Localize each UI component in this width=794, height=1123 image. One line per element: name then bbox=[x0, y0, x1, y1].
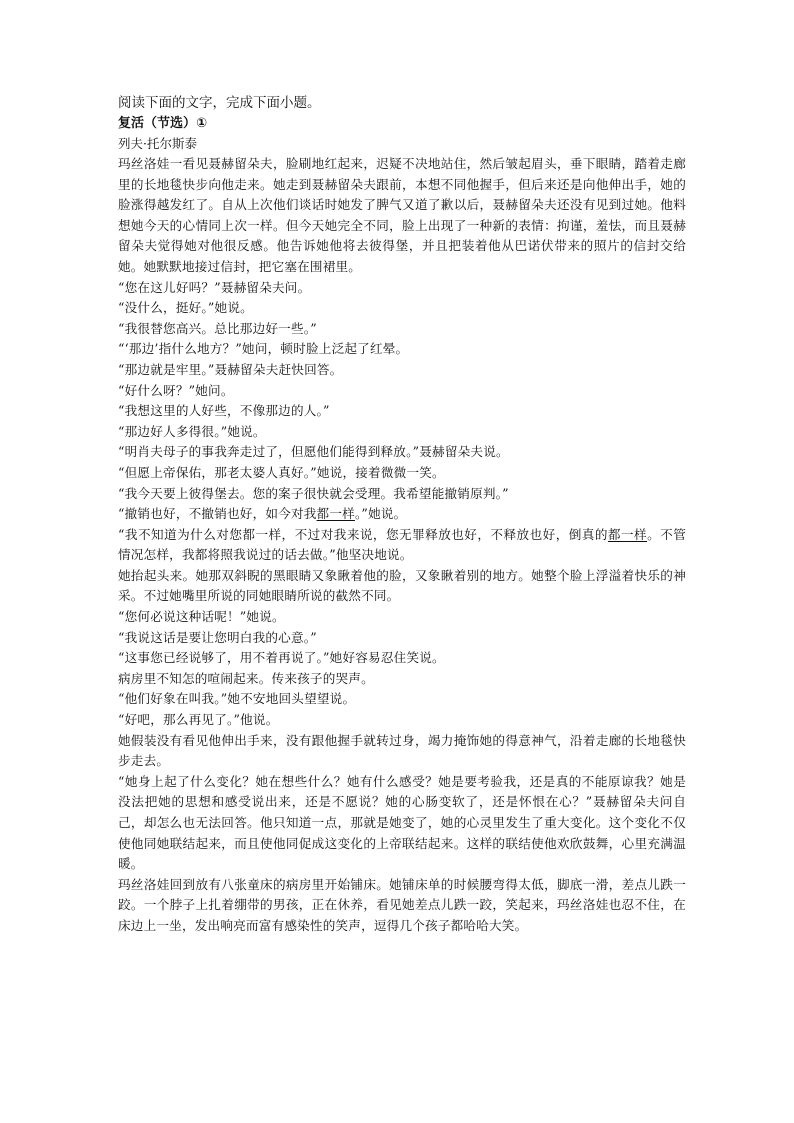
document-page bbox=[118, 93, 686, 937]
paragraph: “好什么呀？”她问。 bbox=[118, 382, 234, 398]
paragraph: “那边就是牢里。”聂赫留朵夫赶快回答。 bbox=[118, 361, 343, 377]
paragraph: “但愿上帝保佑，那老太婆人真好。”她说，接着微微一笑。 bbox=[118, 464, 445, 480]
paragraph bbox=[118, 525, 686, 566]
paragraph-text: 。”她说。 bbox=[354, 506, 407, 522]
paragraph: “她身上起了什么变化？她在想些什么？她有什么感受？她是要考验我，还是真的不能原谅我？她是没法把她的思想和感受说出来，还是不愿说？她的心肠变软了，还是怀恨在心？”聂赫留朵夫问自己，却怎么也无法回答。他只知道一点，那就是她变了，她的心灵里发生了重大变化。这个变化不仅使他同她联结起来，而且使他同促成这变化的上帝联结起来。这样的联结使他欢欣鼓舞，心里充满温暖。 bbox=[118, 773, 686, 872]
paragraph-text: 。不管情况怎样，我都将照我说过的话去做。”他坚决地说。 bbox=[118, 526, 686, 563]
question-instruction: 阅读下面的文字，完成下面小题。 bbox=[118, 95, 321, 111]
paragraph: 病房里不知怎的喧闹起来。传来孩子的哭声。 bbox=[118, 670, 374, 686]
paragraph: 玛丝洛娃回到放有八张童床的病房里开始铺床。她铺床单的时候腰弯得太低，脚底一滑，差点儿跌一跤。一个脖子上扎着绷带的男孩，正在休养，看见她差点儿跌一跤，笑起来，玛丝洛娃也忍不住，在床边上一坐，发出响亮而富有感染性的笑声，逗得几个孩子都哈哈大笑。 bbox=[118, 876, 686, 933]
paragraph: “我说这话是要让您明白我的心意。” bbox=[118, 629, 317, 645]
paragraph: “我今天要上彼得堡去。您的案子很快就会受理。我希望能撤销原判。” bbox=[118, 485, 509, 501]
passage-author: 列夫·托尔斯泰 bbox=[118, 136, 197, 151]
paragraph: 玛丝洛娃一看见聂赫留朵夫，脸刷地红起来，迟疑不决地站住，然后皱起眉头，垂下眼睛，踏着走廊里的长地毯快步向他走来。她走到聂赫留朵夫跟前，本想不同他握手，但后来还是向他伸出手，她的脸涨得越发红了。自从上次他们谈话时她发了脾气又道了歉以后，聂赫留朵夫还没有见到过她。他料想她今天的心情同上次一样。但今天她完全不同，脸上出现了一种新的表情：拘谨，羞怯，而且聂赫留朵夫觉得她对他很反感。他告诉她他将去彼得堡，并且把装着他从巴诺伏带来的照片的信封交给她。她默默地接过信封，把它塞在围裙里。 bbox=[118, 156, 686, 274]
paragraph: “我想这里的人好些，不像那边的人。” bbox=[118, 403, 330, 419]
underlined-phrase: 都一样 bbox=[607, 526, 648, 542]
paragraph: 她假装没有看见他伸出手来，没有跟他握手就转过身，竭力掩饰她的得意神气，沿着走廊的长地毯快步走去。 bbox=[118, 732, 686, 769]
paragraph: “‘那边’指什么地方？”她问，顿时脸上泛起了红晕。 bbox=[118, 341, 409, 357]
paragraph: “那边好人多得很。”她说。 bbox=[118, 423, 266, 439]
paragraph: “您何必说这种话呢！”她说。 bbox=[118, 609, 285, 625]
paragraph: “没什么，挺好。”她说。 bbox=[118, 300, 253, 316]
paragraph: “明肖夫母子的事我奔走过了，但愿他们能得到释放。”聂赫留朵夫说。 bbox=[118, 444, 509, 460]
paragraph bbox=[118, 504, 686, 525]
paragraph: “这事您已经说够了，用不着再说了。”她好容易忍住笑说。 bbox=[118, 650, 445, 666]
paragraph: “他们好象在叫我。”她不安地回头望望说。 bbox=[118, 691, 356, 707]
underlined-phrase: 都一样 bbox=[316, 506, 355, 522]
paragraph-text: “撤销也好，不撤销也好，如今对我 bbox=[118, 506, 317, 522]
paragraph: “您在这儿好吗？”聂赫留朵夫问。 bbox=[118, 279, 311, 295]
paragraph: “好吧，那么再见了。”他说。 bbox=[118, 712, 279, 728]
paragraph: 她抬起头来。她那双斜睨的黑眼睛又象瞅着他的脸，又象瞅着别的地方。她整个脸上浮溢着快乐的神采。不过她嘴里所说的同她眼睛所说的截然不同。 bbox=[118, 567, 686, 604]
paragraph-text: “我不知道为什么对您都一样，不过对我来说，您无罪释放也好，不释放也好，倒真的 bbox=[118, 526, 608, 542]
passage-title: 复活（节选）① bbox=[118, 116, 208, 131]
paragraph: “我很替您高兴。总比那边好一些。” bbox=[118, 320, 317, 336]
